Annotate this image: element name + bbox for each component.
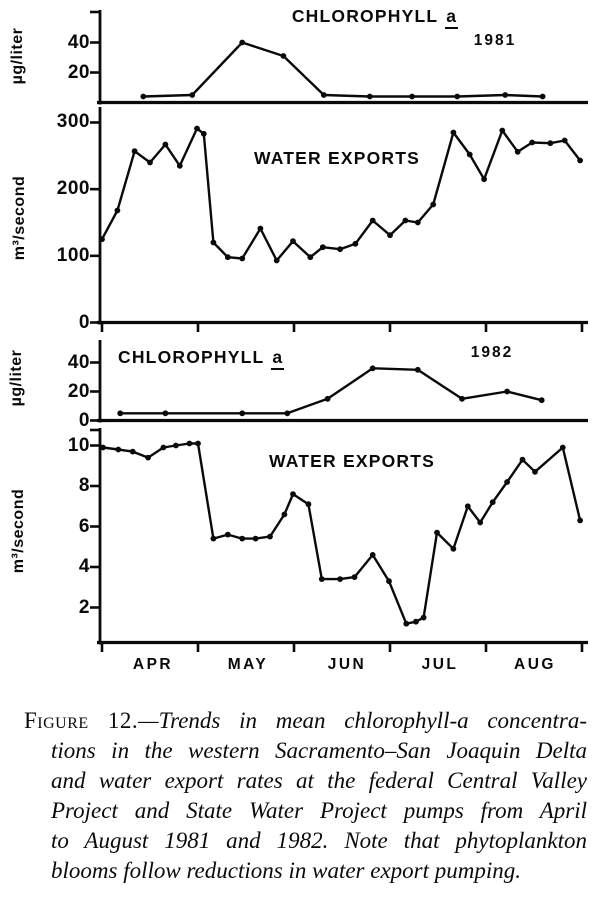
data-point-water-exports-1981	[307, 254, 313, 260]
data-point-water-exports-1982	[504, 479, 510, 485]
panel4-y-axis-label: m³/second	[10, 488, 27, 574]
panel4-title-text: WATER EXPORTS	[269, 451, 435, 471]
y-tick-label: 200	[56, 178, 90, 200]
data-point-water-exports-1982	[413, 619, 419, 625]
data-point-water-exports-1982	[370, 552, 376, 558]
data-point-water-exports-1981	[353, 241, 359, 247]
y-tick-label: 2	[78, 596, 90, 618]
data-point-chlorophyll-1982	[539, 397, 545, 403]
data-point-water-exports-1981	[211, 240, 217, 246]
y-tick-label: 0	[78, 311, 90, 333]
data-point-water-exports-1981	[415, 220, 421, 226]
caption-line	[24, 706, 587, 736]
data-point-water-exports-1981	[515, 149, 521, 155]
caption-line: blooms follow reductions in water export pumping.	[51, 858, 521, 883]
data-point-water-exports-1982	[520, 457, 526, 463]
y-tick-label: 40	[67, 31, 90, 53]
data-point-water-exports-1982	[239, 536, 245, 542]
panel1-year-label: 1981	[473, 32, 517, 49]
data-point-water-exports-1981	[562, 138, 568, 144]
month-label-jul: JUL	[421, 656, 459, 673]
panel3-year-label: 1982	[470, 344, 514, 361]
data-point-chlorophyll-1981	[409, 94, 415, 100]
data-point-water-exports-1982	[577, 518, 583, 524]
data-point-water-exports-1981	[430, 202, 436, 208]
data-point-chlorophyll-1982	[504, 389, 510, 395]
data-point-water-exports-1981	[239, 256, 245, 262]
data-point-water-exports-1981	[529, 140, 535, 146]
y-tick-label: 0	[78, 409, 90, 431]
data-point-water-exports-1982	[225, 532, 231, 538]
data-point-water-exports-1982	[532, 469, 538, 475]
data-point-chlorophyll-1981	[140, 94, 146, 100]
panel3-title	[118, 347, 328, 368]
data-point-water-exports-1981	[225, 254, 231, 260]
data-point-water-exports-1982	[195, 441, 201, 447]
panel2-y-axis-label: m³/second	[11, 175, 28, 261]
data-point-water-exports-1981	[147, 160, 153, 166]
data-point-chlorophyll-1981	[189, 92, 195, 98]
month-label-apr: APR	[132, 656, 174, 673]
data-point-water-exports-1982	[403, 621, 409, 627]
panel2-title-text: WATER EXPORTS	[254, 148, 420, 168]
data-point-water-exports-1982	[267, 534, 273, 540]
caption-line-1-text: —Trends in mean chlorophyll-a concentra-	[138, 708, 587, 733]
caption-line: tions in the western Sacramento–San Joaquin Delta	[51, 738, 587, 763]
data-point-water-exports-1982	[253, 536, 259, 542]
data-point-water-exports-1982	[100, 445, 106, 451]
data-point-chlorophyll-1982	[163, 410, 169, 416]
data-point-water-exports-1982	[490, 499, 496, 505]
data-point-chlorophyll-1982	[370, 365, 376, 371]
data-point-chlorophyll-1982	[284, 410, 290, 416]
data-point-water-exports-1981	[320, 244, 326, 250]
y-tick-label: 4	[78, 556, 90, 577]
panel4-title	[252, 451, 452, 472]
y-tick-label: 40	[67, 351, 90, 373]
panel1-title-underlined-a: a	[445, 6, 458, 29]
caption-line: and water export rates at the federal Central Valley	[51, 768, 587, 793]
panel3-y-axis-label: µg/liter	[8, 349, 25, 407]
y-tick-label: 10	[67, 434, 90, 456]
data-point-water-exports-1981	[547, 140, 553, 146]
data-line-chlorophyll-1982	[120, 368, 542, 413]
data-point-water-exports-1982	[306, 501, 312, 507]
data-point-water-exports-1982	[465, 503, 471, 509]
y-tick-label: 8	[78, 475, 90, 496]
figure-caption	[24, 706, 587, 886]
data-point-water-exports-1982	[282, 512, 288, 518]
data-point-water-exports-1981	[115, 208, 121, 214]
month-label-may: MAY	[227, 656, 269, 673]
data-line-chlorophyll-1981	[143, 43, 542, 97]
data-point-water-exports-1981	[499, 128, 505, 134]
data-point-water-exports-1982	[130, 449, 136, 455]
panel3-title-text: CHLOROPHYLL	[118, 347, 265, 367]
panel2-title	[237, 148, 437, 169]
data-point-water-exports-1981	[163, 142, 169, 148]
month-label-aug: AUG	[514, 656, 556, 673]
data-point-chlorophyll-1981	[540, 94, 546, 100]
data-point-water-exports-1981	[481, 176, 487, 182]
data-point-water-exports-1981	[274, 258, 280, 264]
caption-figure-label: Figure 12.	[24, 708, 139, 733]
y-tick-label: 20	[67, 380, 90, 402]
data-point-water-exports-1981	[370, 218, 376, 224]
data-point-chlorophyll-1981	[239, 40, 245, 46]
data-point-water-exports-1982	[115, 447, 121, 453]
data-point-water-exports-1981	[403, 218, 409, 224]
data-point-chlorophyll-1981	[367, 94, 373, 100]
data-point-chlorophyll-1982	[239, 410, 245, 416]
panel1-title-text: CHLOROPHYLL	[291, 6, 439, 26]
y-tick-label: 20	[67, 61, 90, 83]
caption-line: to August 1981 and 1982. Note that phytoplankton	[51, 828, 587, 853]
data-point-water-exports-1982	[352, 574, 358, 580]
data-point-water-exports-1982	[211, 536, 217, 542]
data-point-water-exports-1981	[258, 226, 264, 232]
data-point-water-exports-1982	[161, 445, 167, 451]
data-point-chlorophyll-1982	[325, 396, 331, 402]
data-point-water-exports-1982	[319, 576, 325, 582]
data-point-water-exports-1981	[337, 246, 343, 252]
panel1-title	[270, 6, 480, 27]
data-point-water-exports-1981	[177, 163, 183, 169]
data-point-water-exports-1981	[451, 130, 457, 136]
data-point-water-exports-1982	[187, 441, 193, 447]
data-point-chlorophyll-1981	[502, 92, 508, 98]
data-point-water-exports-1982	[386, 578, 392, 584]
panel3-title-underlined-a: a	[271, 347, 284, 370]
data-point-water-exports-1981	[387, 232, 393, 238]
data-point-water-exports-1982	[145, 455, 151, 461]
data-point-water-exports-1981	[132, 148, 138, 154]
data-point-chlorophyll-1982	[117, 410, 123, 416]
data-point-water-exports-1982	[560, 445, 566, 451]
data-point-water-exports-1981	[194, 126, 200, 132]
data-point-water-exports-1982	[290, 491, 296, 497]
y-tick-label: 6	[78, 515, 90, 537]
caption-line: Project and State Water Project pumps from April	[51, 798, 587, 823]
data-point-water-exports-1981	[467, 152, 473, 158]
data-point-chlorophyll-1982	[459, 396, 465, 402]
y-tick-label: 100	[56, 244, 90, 266]
data-point-water-exports-1982	[477, 520, 483, 526]
data-point-water-exports-1982	[451, 546, 457, 552]
data-point-water-exports-1982	[337, 576, 343, 582]
data-point-water-exports-1981	[99, 236, 105, 242]
panel1-y-axis-label: µg/liter	[9, 27, 26, 85]
data-point-water-exports-1982	[434, 530, 440, 536]
data-point-water-exports-1982	[173, 443, 179, 449]
data-point-water-exports-1981	[290, 238, 296, 244]
data-point-chlorophyll-1981	[454, 94, 460, 100]
data-point-water-exports-1981	[577, 158, 583, 164]
data-point-chlorophyll-1981	[281, 53, 287, 59]
data-point-chlorophyll-1982	[415, 367, 421, 373]
data-point-water-exports-1981	[201, 131, 207, 137]
y-tick-label: 300	[56, 111, 90, 133]
data-point-water-exports-1982	[421, 615, 427, 621]
month-label-jun: JUN	[327, 656, 367, 673]
data-point-chlorophyll-1981	[321, 92, 327, 98]
